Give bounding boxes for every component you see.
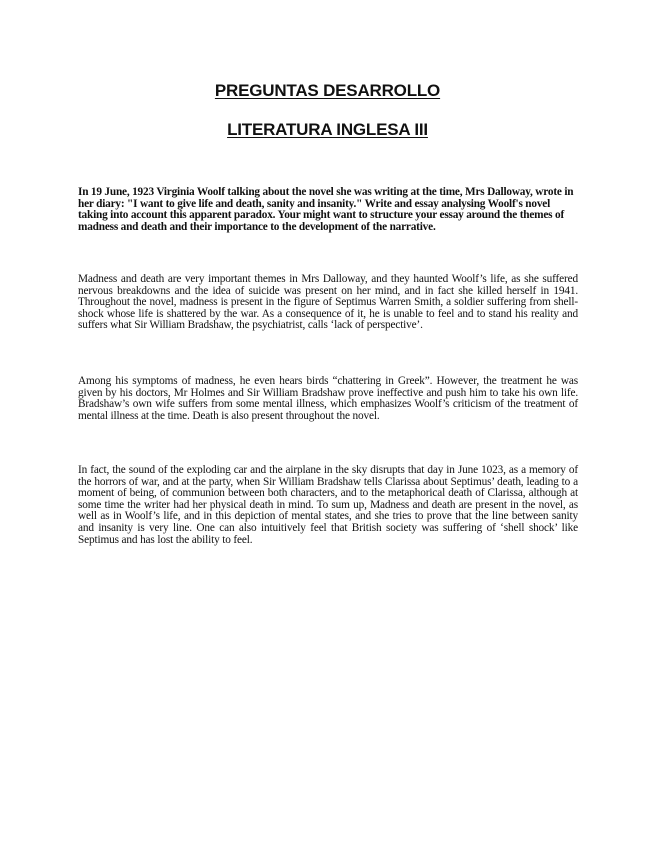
essay-question: In 19 June, 1923 Virginia Woolf talking about the novel she was writing at the time, Mrs Dalloway, wrote in her diary: "I want to give life and death, sanity and insanity." Write and essay analysing Woolf's novel taking into account this apparent paradox. Your might want to structure your essay around the themes of madness and death and their importance to the development of the narrative. (78, 186, 574, 233)
essay-paragraph-1: Madness and death are very important themes in Mrs Dalloway, and they haunted Woolf’s life, as she suffered nervous breakdowns and the idea of suicide was present on her mind, and in fact she killed herself in 1941. Throughout the novel, madness is present in the figure of Septimus Warren Smith, a soldier suffering from shell-shock whose life is shattered by the war. As a consequence of it, he is unable to feel and to stand his reality and suffers what Sir William Bradshaw, the psychiatrist, calls ‘lack of perspective’. (78, 273, 578, 332)
essay-paragraph-3: In fact, the sound of the exploding car and the airplane in the sky disrupts that day in June 1023, as a memory of the horrors of war, and at the party, when Sir William Bradshaw tells Clarissa about Septimus’ death, leading to a moment of being, of communion between both characters, and to the metaphorical death of Clarissa, although at some time the writer had her physical death in mind. To sum up, Madness and death are present in the novel, as well as in Woolf’s life, and in this depiction of mental states, and she tries to prove that the line between sanity and insanity is very line. One can also intuitively feel that British society was suffering of ‘shell shock’ like Septimus and has lost the ability to feel. (78, 464, 578, 546)
document-title: PREGUNTAS DESARROLLO (214, 81, 441, 100)
essay-paragraph-2: Among his symptoms of madness, he even hears birds “chattering in Greek”. However, the treatment he was given by his doctors, Mr Holmes and Sir William Bradshaw prove ineffective and push him to take his own life. Bradshaw’s own wife suffers from some mental illness, which emphasizes Woolf’s criticism of the treatment of mental illness at the time. Death is also present throughout the novel. (78, 375, 578, 422)
document-subtitle: LITERATURA INGLESA III (227, 120, 428, 139)
